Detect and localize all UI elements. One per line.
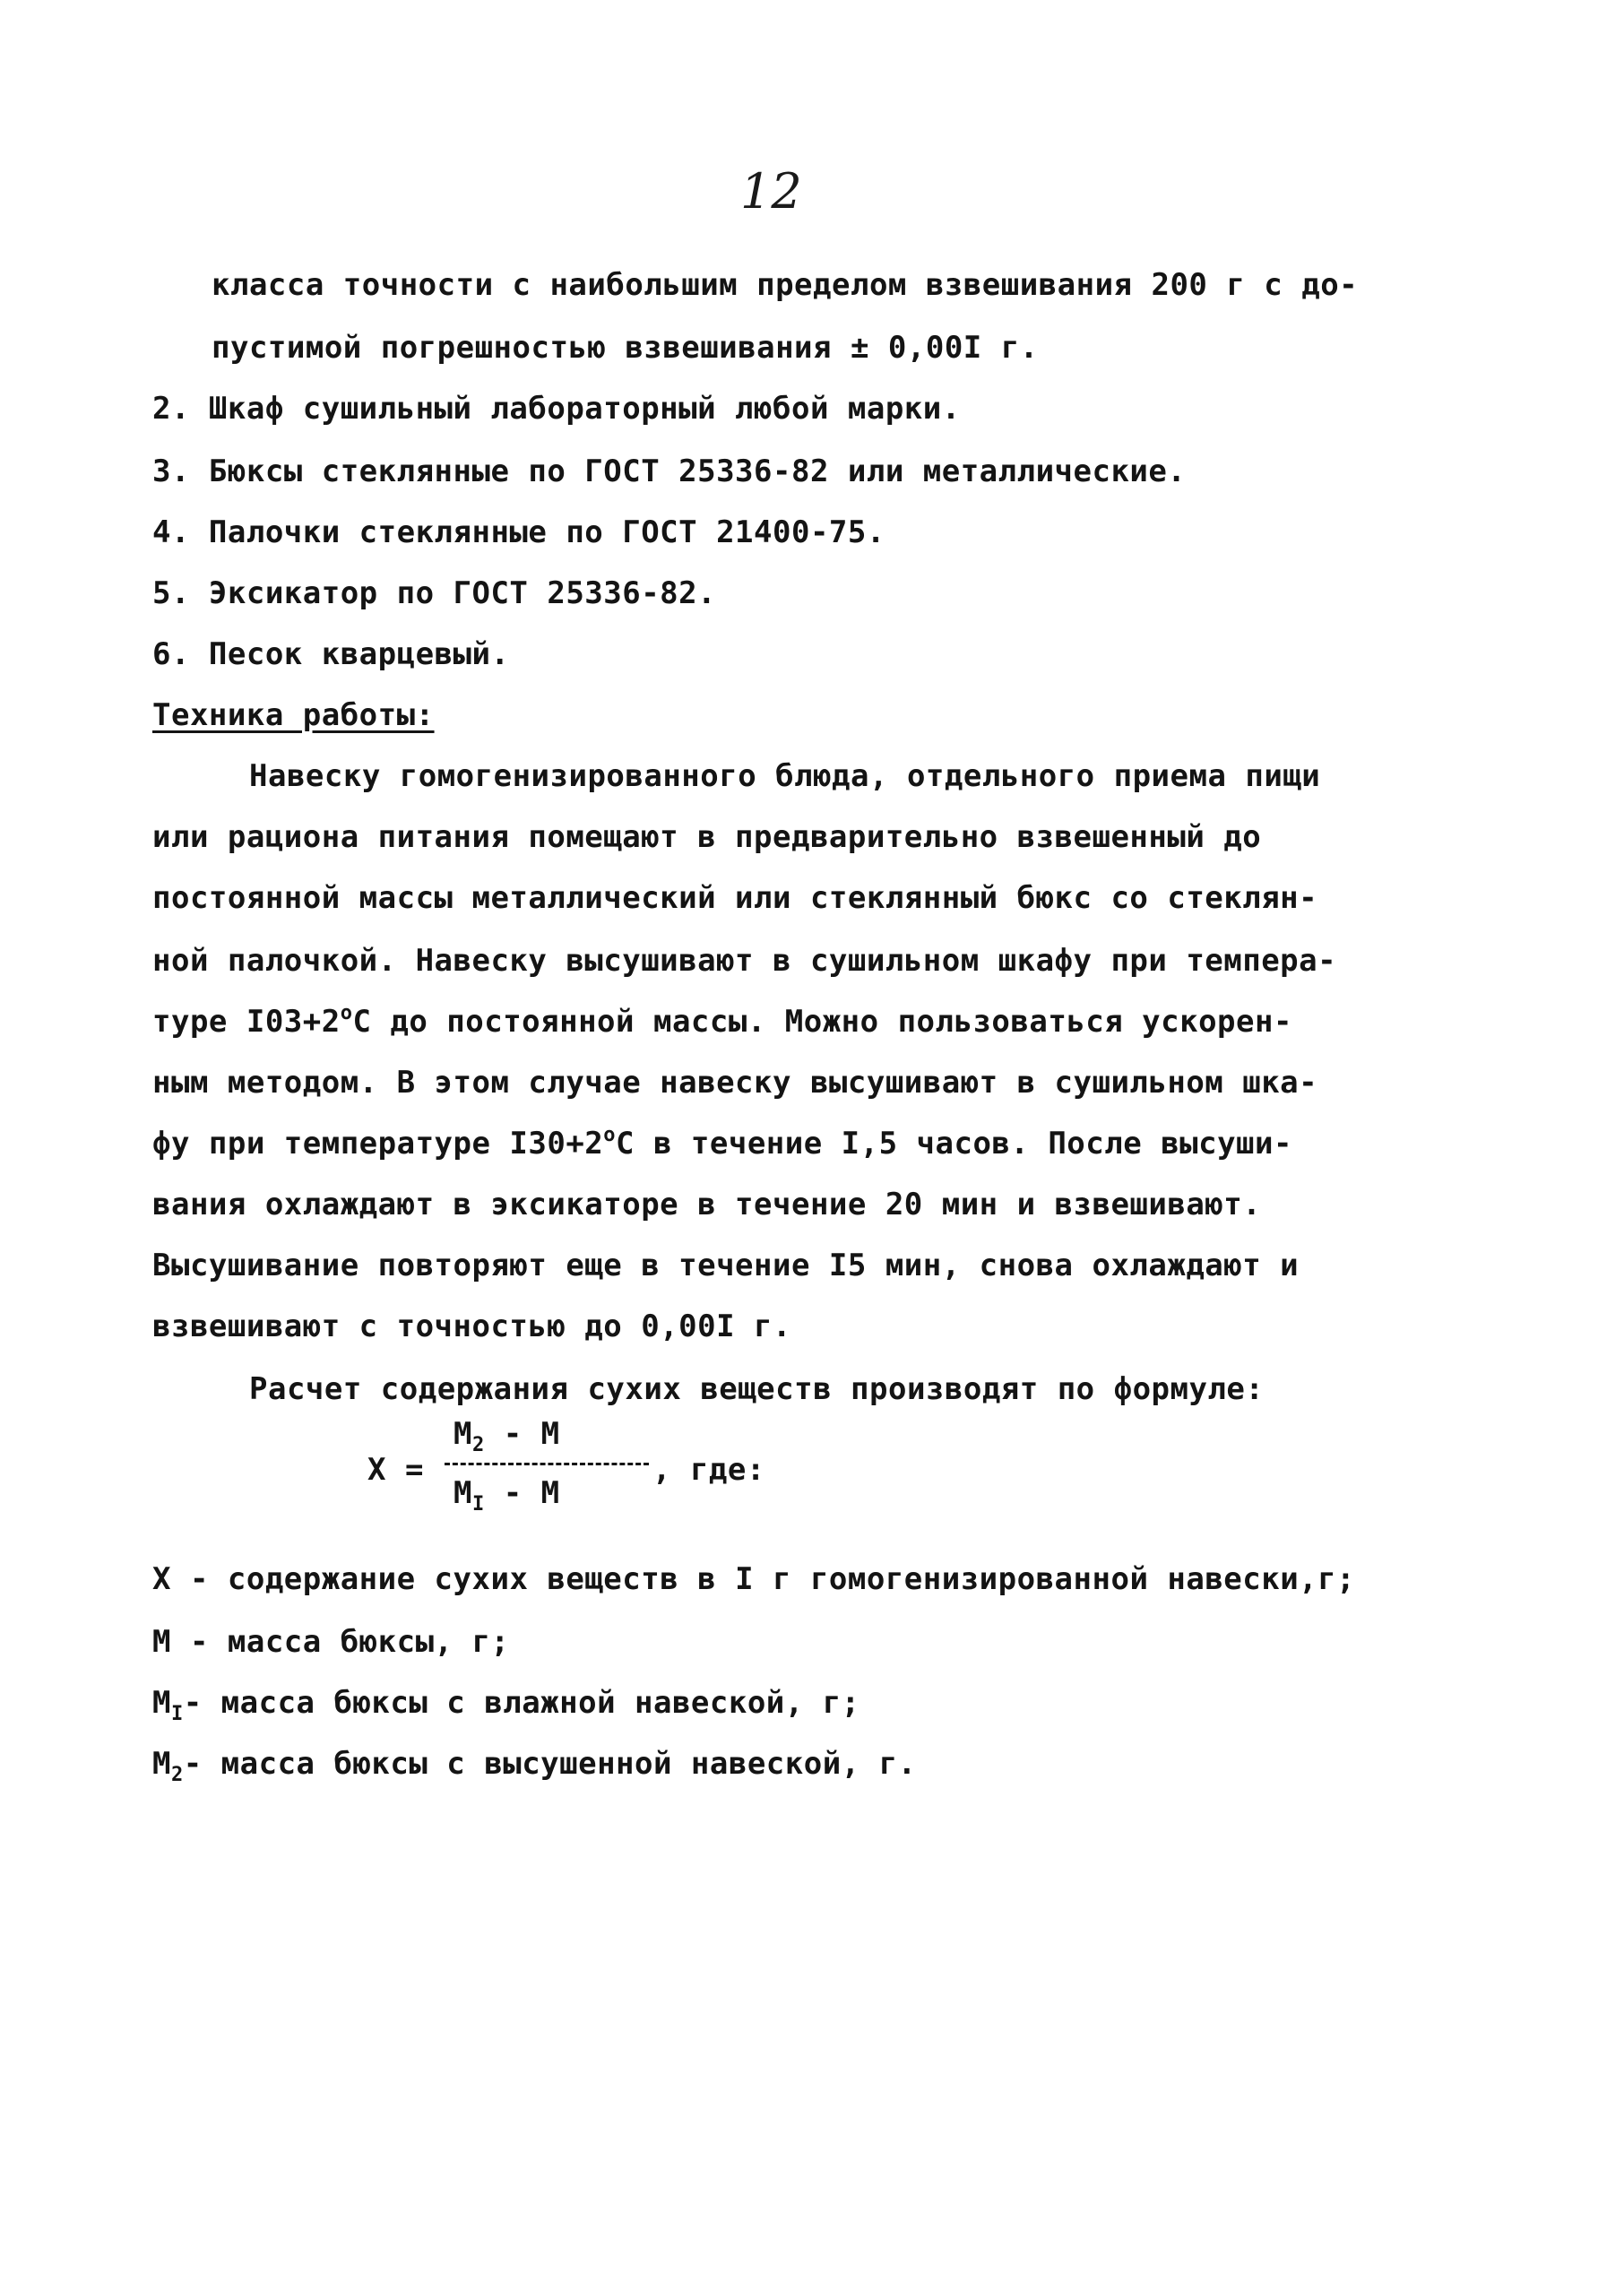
def-text: - содержание сухих веществ в I г гомогенизированной навески,г; bbox=[170, 1561, 1356, 1597]
formula-tail: , где: bbox=[652, 1452, 765, 1488]
formula-numerator bbox=[454, 1416, 560, 1456]
fraction-bar bbox=[445, 1463, 649, 1465]
paragraph-line-3: постоянной массы металлический или стеклянный бюкс со стеклян- bbox=[152, 880, 1318, 916]
formula-denominator bbox=[454, 1475, 560, 1516]
list-item-6: 6. Песок кварцевый. bbox=[152, 636, 510, 672]
list-item-2: 2. Шкаф сушильный лабораторный любой марки. bbox=[152, 391, 961, 427]
degree-superscript: о bbox=[603, 1124, 617, 1146]
definition-x bbox=[152, 1561, 1355, 1597]
list-item-3: 3. Бюксы стеклянные по ГОСТ 25336-82 или металлические. bbox=[152, 453, 1187, 489]
formula-den-symbol: M bbox=[454, 1475, 472, 1511]
paragraph-line-10: взвешивают с точностью до 0,00I г. bbox=[152, 1309, 791, 1344]
formula-lhs: X = bbox=[367, 1452, 424, 1488]
intro-line-1: класса точности с наибольшим пределом взвешивания 200 г с до- bbox=[212, 267, 1359, 303]
page-number: 12 bbox=[740, 163, 802, 220]
paragraph-line-1: Навеску гомогенизированного блюда, отдельного приема пищи bbox=[249, 758, 1321, 794]
formula bbox=[367, 1416, 834, 1533]
intro-line-2: пустимой погрешностью взвешивания ± 0,00I г. bbox=[212, 330, 1039, 366]
paragraph-line-6: ным методом. В этом случае навеску высушивают в сушильном шка- bbox=[152, 1065, 1318, 1101]
formula-den-subscript: I bbox=[471, 1493, 485, 1516]
paragraph-line-5-a: туре I03+2 bbox=[152, 1004, 341, 1040]
def-text: - масса бюксы с высушенной навеской, г. bbox=[183, 1746, 917, 1782]
definition-m2 bbox=[152, 1746, 917, 1786]
paragraph-line-2: или рациона питания помещают в предварительно взвешенный до bbox=[152, 819, 1262, 855]
paragraph-line-7-a: фу при температуре I30+2 bbox=[152, 1126, 604, 1162]
def-text: - масса бюксы, г; bbox=[170, 1624, 510, 1660]
section-heading: Техника работы: bbox=[152, 697, 435, 733]
list-item-4: 4. Палочки стеклянные по ГОСТ 21400-75. bbox=[152, 514, 885, 550]
def-subscript: I bbox=[170, 1703, 184, 1725]
def-subscript: 2 bbox=[170, 1764, 184, 1786]
def-symbol: M bbox=[152, 1685, 171, 1721]
calc-intro: Расчет содержания сухих веществ производят по формуле: bbox=[249, 1371, 1265, 1407]
formula-num-symbol: M bbox=[454, 1416, 472, 1452]
list-item-5: 5. Эксикатор по ГОСТ 25336-82. bbox=[152, 575, 717, 611]
def-symbol: M bbox=[152, 1746, 171, 1782]
formula-num-rest: - M bbox=[484, 1416, 560, 1452]
paragraph-line-7-b: С в течение I,5 часов. После высуши- bbox=[616, 1126, 1292, 1162]
definition-m1 bbox=[152, 1685, 860, 1725]
paragraph-line-9: Высушивание повторяют еще в течение I5 мин, снова охлаждают и bbox=[152, 1248, 1300, 1283]
paragraph-line-5-b: С до постоянной массы. Можно пользоваться ускорен- bbox=[352, 1004, 1292, 1040]
formula-num-subscript: 2 bbox=[471, 1434, 485, 1456]
paragraph-line-7 bbox=[152, 1126, 1292, 1162]
formula-den-rest: - M bbox=[484, 1475, 560, 1511]
paragraph-line-8: вания охлаждают в эксикаторе в течение 20 мин и взвешивают. bbox=[152, 1187, 1262, 1222]
paragraph-line-4: ной палочкой. Навеску высушивают в сушильном шкафу при темпера- bbox=[152, 943, 1337, 979]
def-symbol: M bbox=[152, 1624, 171, 1660]
paragraph-line-5 bbox=[152, 1004, 1292, 1040]
degree-superscript: о bbox=[340, 1002, 353, 1024]
def-text: - масса бюксы с влажной навеской, г; bbox=[183, 1685, 860, 1721]
definition-m bbox=[152, 1624, 509, 1660]
def-symbol: X bbox=[152, 1561, 171, 1597]
